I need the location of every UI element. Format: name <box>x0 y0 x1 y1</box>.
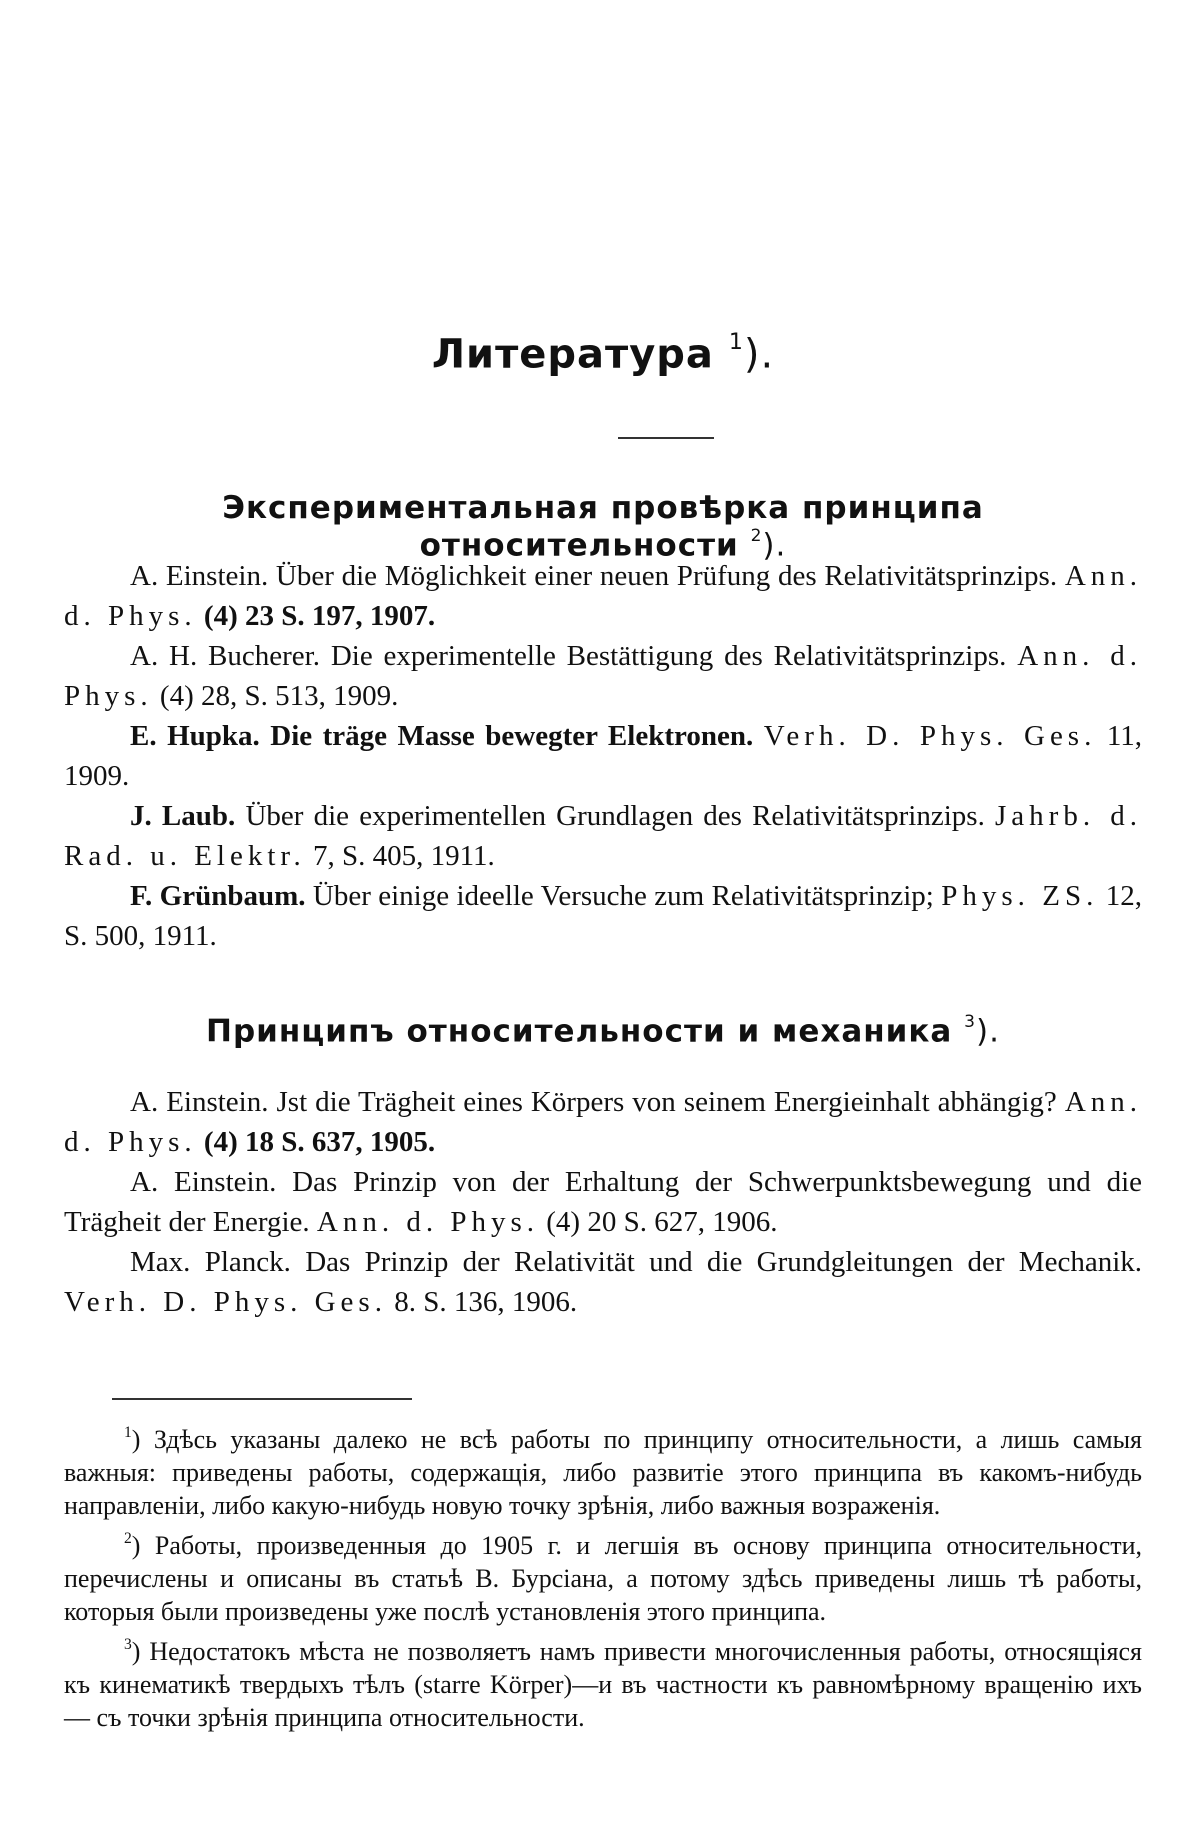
reference-title: Über einige ideelle Versuche zum Relativitätsprinzip; <box>312 880 934 912</box>
reference-citation: (4) 28, S. 513, 1909. <box>159 680 399 712</box>
reference-journal: Ann. d. Phys. <box>64 560 1143 632</box>
reference-list <box>64 556 1142 956</box>
reference-author: A. Einstein. <box>130 1086 269 1118</box>
footnote-text: Здѣсь указаны далеко не всѣ работы по принципу относительности, а лишь самыя важныя: приведены работы, содержащія, либо развитіе этого принципа въ какомъ-нибудь направленіи, либо какую-нибудь новую точку зрѣнія, либо важныя возраженія. <box>64 1424 1142 1520</box>
reference-entry <box>64 1082 1142 1162</box>
footnote-mark-paren: ) <box>131 1530 141 1560</box>
section-heading <box>64 1012 1142 1049</box>
reference-author: A. H. Bucherer. <box>130 640 320 672</box>
section-heading-text: Экспериментальная провѣрка принципа относительности <box>222 490 984 564</box>
reference-title: Das Prinzip der Relativität und die Grundgleitungen der Mechanik. <box>305 1246 1142 1278</box>
section-footnote-mark: 2 <box>750 526 763 546</box>
reference-entry <box>64 556 1142 636</box>
footnote-mark-paren: ) <box>131 1636 141 1666</box>
reference-author: E. Hupka. <box>130 720 260 752</box>
reference-author: J. Laub. <box>130 800 236 832</box>
reference-journal: Ann. d. Phys. <box>64 640 1142 712</box>
reference-journal: Jahrb. d. Rad. u. Elektr. <box>64 800 1142 872</box>
footnote-text: Работы, произведенныя до 1905 г. и легшія въ основу принципа относительности, перечислены и описаны въ статьѣ В. Бурсіана, а потому здѣсь приведены лишь тѣ работы, которыя были произведены уже послѣ установленія этого принципа. <box>64 1530 1143 1626</box>
reference-journal: Verh. D. Phys. Ges. <box>763 720 1097 752</box>
title-divider <box>618 437 714 439</box>
section-heading-after: ). <box>762 527 787 564</box>
reference-title: Über die experimentellen Grundlagen des Relativitätsprinzips. <box>245 800 985 832</box>
reference-journal: Verh. D. Phys. Ges. <box>64 1286 387 1318</box>
book-page <box>64 0 1142 1826</box>
footnote <box>64 1628 1142 1734</box>
footnote <box>64 1416 1142 1522</box>
footnote-divider <box>112 1398 412 1400</box>
footnote-mark: 1 <box>124 1424 132 1441</box>
reference-title: Die träge Masse bewegter Elektronen. <box>270 720 754 752</box>
footnote-mark: 2 <box>124 1529 132 1547</box>
section-heading <box>64 490 1142 563</box>
reference-citation: 11, 1909. <box>64 720 1143 792</box>
reference-entry <box>64 876 1142 956</box>
section-footnote-mark: 3 <box>964 1012 976 1032</box>
page-title <box>64 330 1142 378</box>
reference-citation: (4) 20 S. 627, 1906. <box>546 1206 778 1238</box>
footnote-text: Недостатокъ мѣста не позволяетъ намъ привести многочисленныя работы, относящіяся къ кинематикѣ твердыхъ тѣлъ (starre Körper)—и въ частности къ равномѣрному вращенію ихъ — съ точки зрѣнія принципа относительности. <box>64 1636 1143 1732</box>
reference-author: A. Einstein. <box>130 1166 277 1198</box>
reference-journal: Phys. ZS. <box>941 880 1099 912</box>
reference-entry <box>64 716 1142 796</box>
title-footnote-mark: 1 <box>728 330 744 355</box>
reference-author: A. Einstein. <box>130 560 269 592</box>
reference-citation: 12, S. 500, 1911. <box>64 880 1143 952</box>
reference-list <box>64 1082 1142 1322</box>
reference-entry <box>64 1162 1142 1242</box>
reference-journal: Ann. d. Phys. <box>316 1206 539 1238</box>
reference-entry <box>64 636 1142 716</box>
footnote <box>64 1522 1142 1628</box>
footnote-mark-paren: ) <box>131 1424 141 1454</box>
title-text: Литература <box>431 331 714 378</box>
reference-journal: Ann. d. Phys. <box>64 1086 1143 1158</box>
reference-citation: 7, S. 405, 1911. <box>312 840 495 872</box>
reference-entry <box>64 1242 1142 1322</box>
reference-title: Jst die Trägheit eines Körpers von seinem Energieinhalt abhängig? <box>276 1086 1057 1118</box>
reference-author: Max. Planck. <box>130 1246 291 1278</box>
footnotes <box>64 1416 1142 1734</box>
reference-citation: 8. S. 136, 1906. <box>394 1286 578 1318</box>
reference-title: Über die Möglichkeit einer neuen Prüfung des Relativitätsprinzips. <box>275 560 1058 592</box>
section-heading-after: ). <box>976 1013 1000 1050</box>
reference-author: F. Grünbaum. <box>130 880 306 912</box>
section-heading-text: Принципъ относительности и механика <box>206 1013 953 1050</box>
title-after: ). <box>743 331 775 378</box>
footnote-mark: 3 <box>124 1635 132 1653</box>
reference-citation: (4) 23 S. 197, 1907. <box>203 600 436 632</box>
reference-citation: (4) 18 S. 637, 1905. <box>203 1126 436 1158</box>
reference-title: Die experimentelle Bestättigung des Relativitätsprinzips. <box>330 640 1007 672</box>
reference-title: Das Prinzip von der Erhaltung der Schwerpunktsbewegung und die Trägheit der Energie. <box>64 1166 1142 1238</box>
reference-entry <box>64 796 1142 876</box>
